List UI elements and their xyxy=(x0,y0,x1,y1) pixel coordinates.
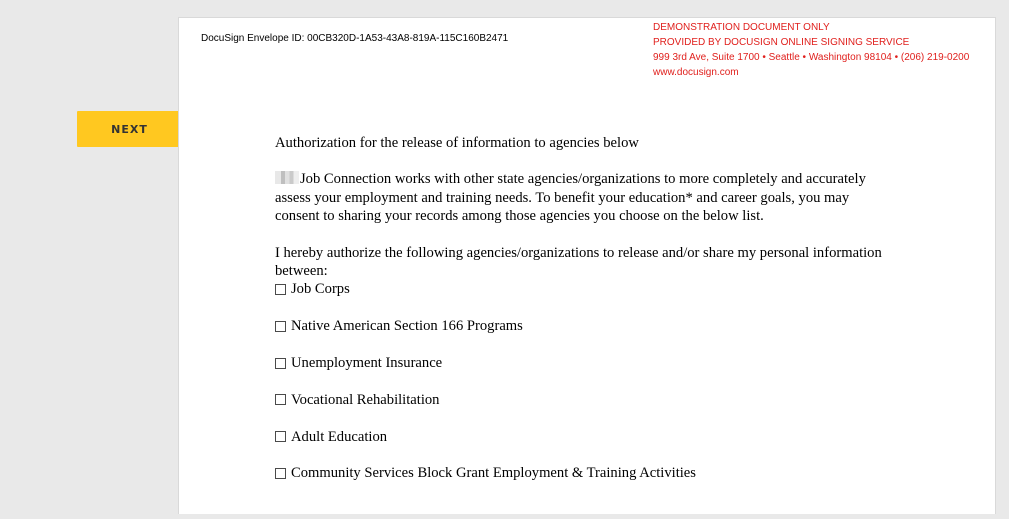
agency-checklist xyxy=(275,280,895,482)
agency-checkbox[interactable] xyxy=(275,321,286,332)
demo-notice-line: www.docusign.com xyxy=(653,67,739,78)
agency-label: Community Services Block Grant Employment & Training Activities xyxy=(291,465,696,482)
demo-notice-line: DEMONSTRATION DOCUMENT ONLY xyxy=(653,22,830,33)
document-body xyxy=(275,134,895,501)
agency-label: Unemployment Insurance xyxy=(291,355,443,371)
agency-label: Vocational Rehabilitation xyxy=(291,391,440,408)
agency-item-community-services xyxy=(275,464,895,482)
agency-checkbox[interactable] xyxy=(275,394,286,405)
agency-item-adult-education xyxy=(275,428,895,446)
agency-item-unemployment xyxy=(275,354,895,372)
demo-notice-line: PROVIDED BY DOCUSIGN ONLINE SIGNING SERVICE xyxy=(653,37,910,48)
agency-item-job-corps xyxy=(275,280,895,298)
authorize-paragraph: I hereby authorize the following agencies/organizations to release and/or share my personal information between: xyxy=(275,244,882,280)
agency-item-vocational xyxy=(275,391,895,409)
redacted-image xyxy=(275,171,299,184)
agency-item-native-american xyxy=(275,317,895,335)
envelope-id: DocuSign Envelope ID: 00CB320D-1A53-43A8-819A-115C160B2471 xyxy=(201,33,509,44)
agency-checkbox[interactable] xyxy=(275,431,286,442)
intro-text: Job Connection works with other state agencies/organizations to more completely and accurately assess your employment and training needs. To benefit your education* and career goals, you may consent to sharing your records among those agencies you choose on the below list. xyxy=(275,171,866,225)
agency-checkbox[interactable] xyxy=(275,358,286,369)
agency-label: Job Corps xyxy=(291,281,350,298)
agency-checkbox[interactable] xyxy=(275,468,286,479)
agency-checkbox[interactable] xyxy=(275,284,286,295)
intro-paragraph xyxy=(275,170,895,225)
demo-notice-line: 999 3rd Ave, Suite 1700 • Seattle • Washington 98104 • (206) 219-0200 xyxy=(653,52,970,63)
agency-label: Adult Education xyxy=(291,428,388,445)
demo-notice xyxy=(653,20,969,80)
document-heading: Authorization for the release of information to agencies below xyxy=(275,135,639,151)
document-page xyxy=(178,17,996,514)
next-button[interactable]: NEXT xyxy=(77,111,182,147)
agency-label: Native American Section 166 Programs xyxy=(291,318,523,335)
